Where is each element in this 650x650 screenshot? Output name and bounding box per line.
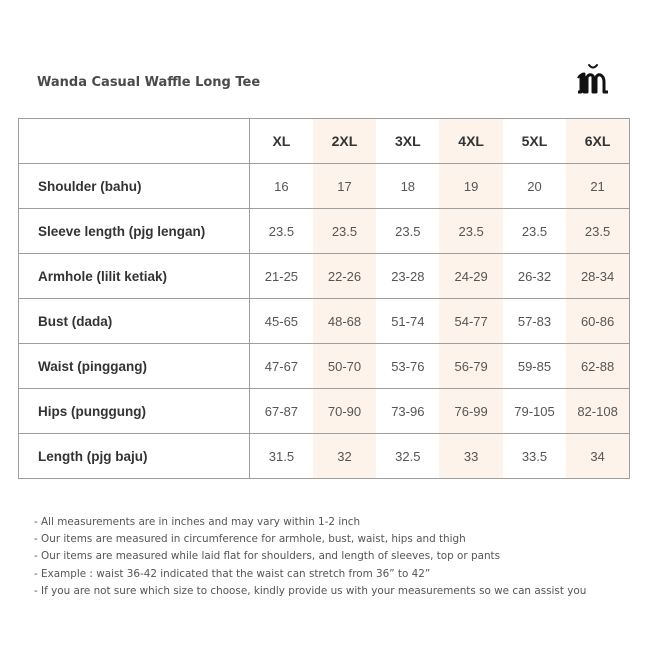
measurement-value: 48-68 <box>313 299 376 344</box>
measurement-label: Armhole (lilit ketiak) <box>19 254 250 299</box>
size-header: 2XL <box>313 119 376 164</box>
measurement-label: Bust (dada) <box>19 299 250 344</box>
measurement-value: 23.5 <box>376 209 439 254</box>
measurement-label: Shoulder (bahu) <box>19 164 250 209</box>
measurement-value: 79-105 <box>503 389 566 434</box>
measurement-value: 76-99 <box>439 389 502 434</box>
size-header: 3XL <box>376 119 439 164</box>
measurement-value: 33.5 <box>503 434 566 479</box>
measurement-label: Sleeve length (pjg lengan) <box>19 209 250 254</box>
measurement-value: 22-26 <box>313 254 376 299</box>
measurement-value: 17 <box>313 164 376 209</box>
measurement-value: 54-77 <box>439 299 502 344</box>
notes-list <box>34 514 586 600</box>
measurement-value: 23.5 <box>439 209 502 254</box>
measurement-value: 32 <box>313 434 376 479</box>
size-header: 6XL <box>566 119 629 164</box>
note-item: - Our items are measured in circumference for armhole, bust, waist, hips and thigh <box>34 533 466 546</box>
measurement-value: 24-29 <box>439 254 502 299</box>
page-title: Wanda Casual Waffle Long Tee <box>37 75 261 90</box>
measurement-value: 34 <box>566 434 629 479</box>
measurement-value: 56-79 <box>439 344 502 389</box>
table-row <box>19 254 630 299</box>
measurement-value: 33 <box>439 434 502 479</box>
measurement-value: 51-74 <box>376 299 439 344</box>
measurement-value: 57-83 <box>503 299 566 344</box>
measurement-value: 32.5 <box>376 434 439 479</box>
measurement-value: 50-70 <box>313 344 376 389</box>
note-item: - If you are not sure which size to choose, kindly provide us with your measurements so we can assist you <box>34 584 587 597</box>
measurement-value: 23.5 <box>566 209 629 254</box>
note-item: - Our items are measured while laid flat for shoulders, and length of sleeves, top or pants <box>34 550 501 563</box>
measurement-value: 60-86 <box>566 299 629 344</box>
measurement-value: 21 <box>566 164 629 209</box>
measurement-value: 16 <box>250 164 313 209</box>
measurement-value: 53-76 <box>376 344 439 389</box>
measurement-value: 23.5 <box>250 209 313 254</box>
table-row <box>19 389 630 434</box>
table-row <box>19 164 630 209</box>
measurement-value: 23.5 <box>313 209 376 254</box>
measurement-value: 26-32 <box>503 254 566 299</box>
measurement-value: 20 <box>503 164 566 209</box>
brand-m-logo-icon <box>575 62 611 96</box>
measurement-value: 47-67 <box>250 344 313 389</box>
measurement-label: Hips (punggung) <box>19 389 250 434</box>
table-row <box>19 299 630 344</box>
measurement-value: 18 <box>376 164 439 209</box>
measurement-value: 70-90 <box>313 389 376 434</box>
measurement-value: 23.5 <box>503 209 566 254</box>
measurement-value: 23-28 <box>376 254 439 299</box>
measurement-value: 82-108 <box>566 389 629 434</box>
measurement-value: 45-65 <box>250 299 313 344</box>
measurement-value: 62-88 <box>566 344 629 389</box>
measurement-label: Length (pjg baju) <box>19 434 250 479</box>
size-header: XL <box>250 119 313 164</box>
measurement-value: 28-34 <box>566 254 629 299</box>
header-empty-cell <box>19 119 250 164</box>
note-item: - All measurements are in inches and may vary within 1-2 inch <box>34 516 361 528</box>
table-header-row <box>19 119 630 164</box>
measurement-value: 73-96 <box>376 389 439 434</box>
table-row <box>19 434 630 479</box>
measurement-value: 59-85 <box>503 344 566 389</box>
size-header: 5XL <box>503 119 566 164</box>
table-row <box>19 209 630 254</box>
measurement-value: 31.5 <box>250 434 313 479</box>
measurement-label: Waist (pinggang) <box>19 344 250 389</box>
size-header: 4XL <box>439 119 502 164</box>
measurement-value: 67-87 <box>250 389 313 434</box>
measurement-value: 19 <box>439 164 502 209</box>
note-item: - Example : waist 36-42 indicated that the waist can stretch from 36” to 42” <box>34 567 431 580</box>
measurement-value: 21-25 <box>250 254 313 299</box>
size-chart-table <box>18 118 630 479</box>
table-row <box>19 344 630 389</box>
